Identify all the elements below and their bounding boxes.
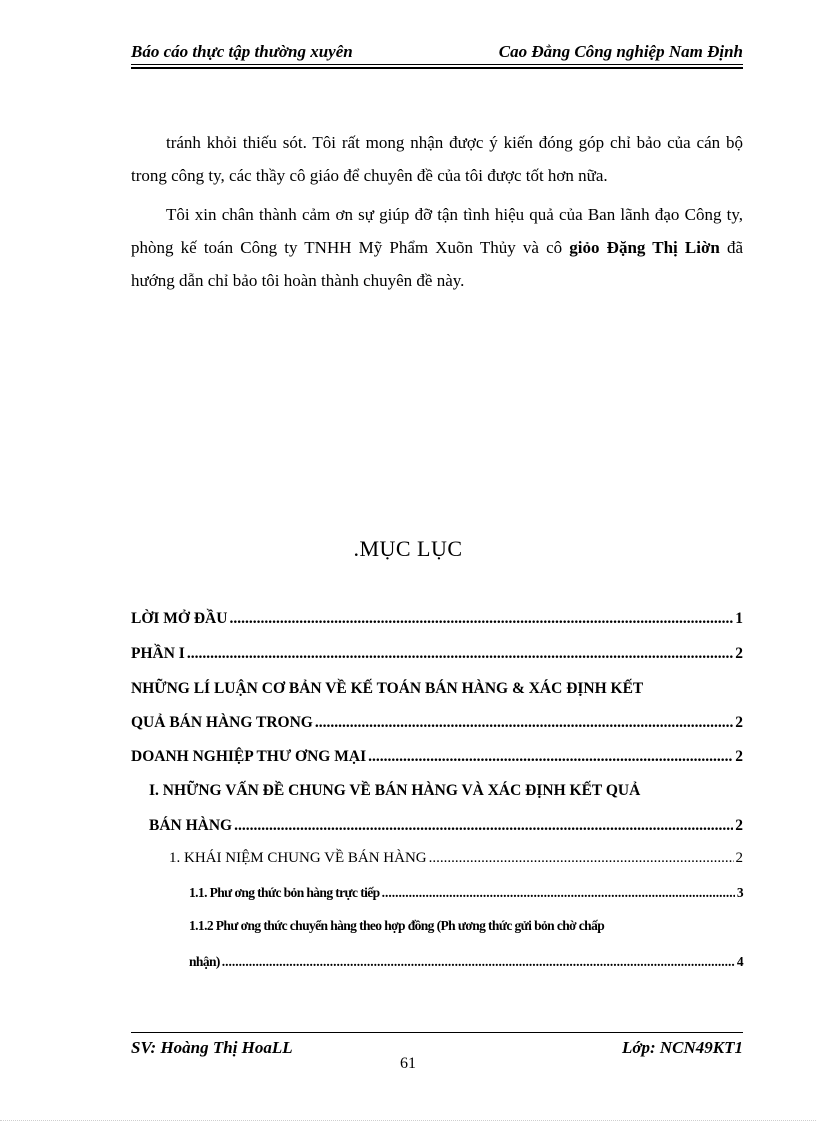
toc-entry-page: 2	[735, 817, 743, 834]
toc-leader-dots	[429, 850, 734, 867]
toc-entry-label: DOANH NGHIỆP THƯ ƠNG MẠI	[131, 748, 367, 765]
toc-leader-dots	[382, 885, 735, 901]
toc-entry-page: 3	[736, 885, 743, 900]
toc-entry[interactable]	[131, 610, 743, 628]
footer-class-code: Lớp: NCN49KT1	[621, 1038, 743, 1057]
page-footer	[131, 1032, 743, 1057]
header-rule-thick	[131, 67, 743, 69]
toc-entry-label: PHẦN I	[131, 645, 185, 662]
toc-entry-page: 2	[735, 714, 743, 731]
toc-entry-page: 2	[735, 748, 743, 765]
supervisor-name: giỏo Đặng Thị Liờn	[569, 238, 720, 257]
paragraph-2-end: đã hướng dẫn chỉ bảo tôi hoàn thành chuyên đề này.	[131, 238, 744, 290]
toc-entry-page: 2	[735, 850, 743, 866]
toc-leader-dots	[315, 714, 733, 732]
toc-entry-label: nhận)	[189, 954, 220, 969]
paragraph-1-text: tránh khỏi thiếu sót. Tôi rất mong nhận được ý kiến đóng góp chỉ bảo của cán bộ trong công ty, các thầy cô giáo để chuyên đề của tôi được tốt hơn nữa.	[131, 133, 743, 185]
header-school-name: Cao Đẳng Công nghiệp Nam Định	[498, 42, 743, 61]
toc-leader-dots	[234, 817, 733, 835]
toc-entry-label-wrapped[interactable]: NHỮNG LÍ LUẬN CƠ BẢN VỀ KẾ TOÁN BÁN HÀNG & XÁC ĐỊNH KẾT	[131, 680, 644, 697]
toc-entry[interactable]	[169, 850, 743, 867]
toc-leader-dots	[368, 748, 733, 766]
footer-rule	[131, 1032, 743, 1033]
toc-entry-label: LỜI MỞ ĐẦU	[131, 610, 228, 627]
toc-entry-page: 4	[736, 954, 743, 969]
toc-entry-label-wrapped[interactable]: 1.1.2 Phư ơng thức chuyển hàng theo hợp đồng (Ph ương thức gửi bỏn chờ chấp	[189, 918, 605, 933]
footer-student-name: SV: Hoàng Thị HoaLL	[131, 1038, 293, 1057]
toc-entry-label-wrapped[interactable]: I. NHỮNG VẤN ĐỀ CHUNG VỀ BÁN HÀNG VÀ XÁC ĐỊNH KẾT QUẢ	[149, 782, 641, 799]
toc-entry[interactable]	[131, 748, 743, 766]
toc-leader-dots	[222, 954, 735, 970]
toc-entry-label: BÁN HÀNG	[149, 817, 233, 834]
page-number: 61	[400, 1055, 416, 1072]
toc-entry[interactable]	[189, 885, 743, 901]
toc-leader-dots	[187, 645, 733, 663]
toc-entry[interactable]	[131, 714, 743, 732]
body-paragraph-2	[131, 198, 743, 297]
toc-entry-label: 1. KHÁI NIỆM CHUNG VỀ BÁN HÀNG	[169, 850, 427, 866]
toc-entry-page: 2	[735, 645, 743, 662]
toc-entry-page: 1	[735, 610, 743, 627]
toc-entry[interactable]	[149, 817, 743, 835]
toc-leader-dots	[229, 610, 733, 628]
paragraph-2-text: Tôi xin chân thành cảm ơn sự giúp đỡ tận tình hiệu quả của Ban lãnh đạo Công ty, phòng kế toán Công ty TNHH Mỹ Phẩm Xuõn Thủy và cô	[131, 205, 743, 257]
header-report-title: Báo cáo thực tập thường xuyên	[131, 42, 353, 61]
toc-entry-label: QUẢ BÁN HÀNG TRONG	[131, 714, 313, 731]
toc-entry-label: 1.1. Phư ơng thức bỏn hàng trực tiếp	[189, 885, 380, 900]
page-bottom-edge	[0, 1120, 816, 1121]
toc-title: .MỤC LỤC	[353, 536, 463, 561]
toc-entry[interactable]	[189, 954, 743, 970]
body-paragraph-1	[131, 126, 743, 192]
page-header	[131, 40, 743, 68]
header-rule	[131, 64, 743, 65]
toc-entry[interactable]	[131, 645, 743, 663]
